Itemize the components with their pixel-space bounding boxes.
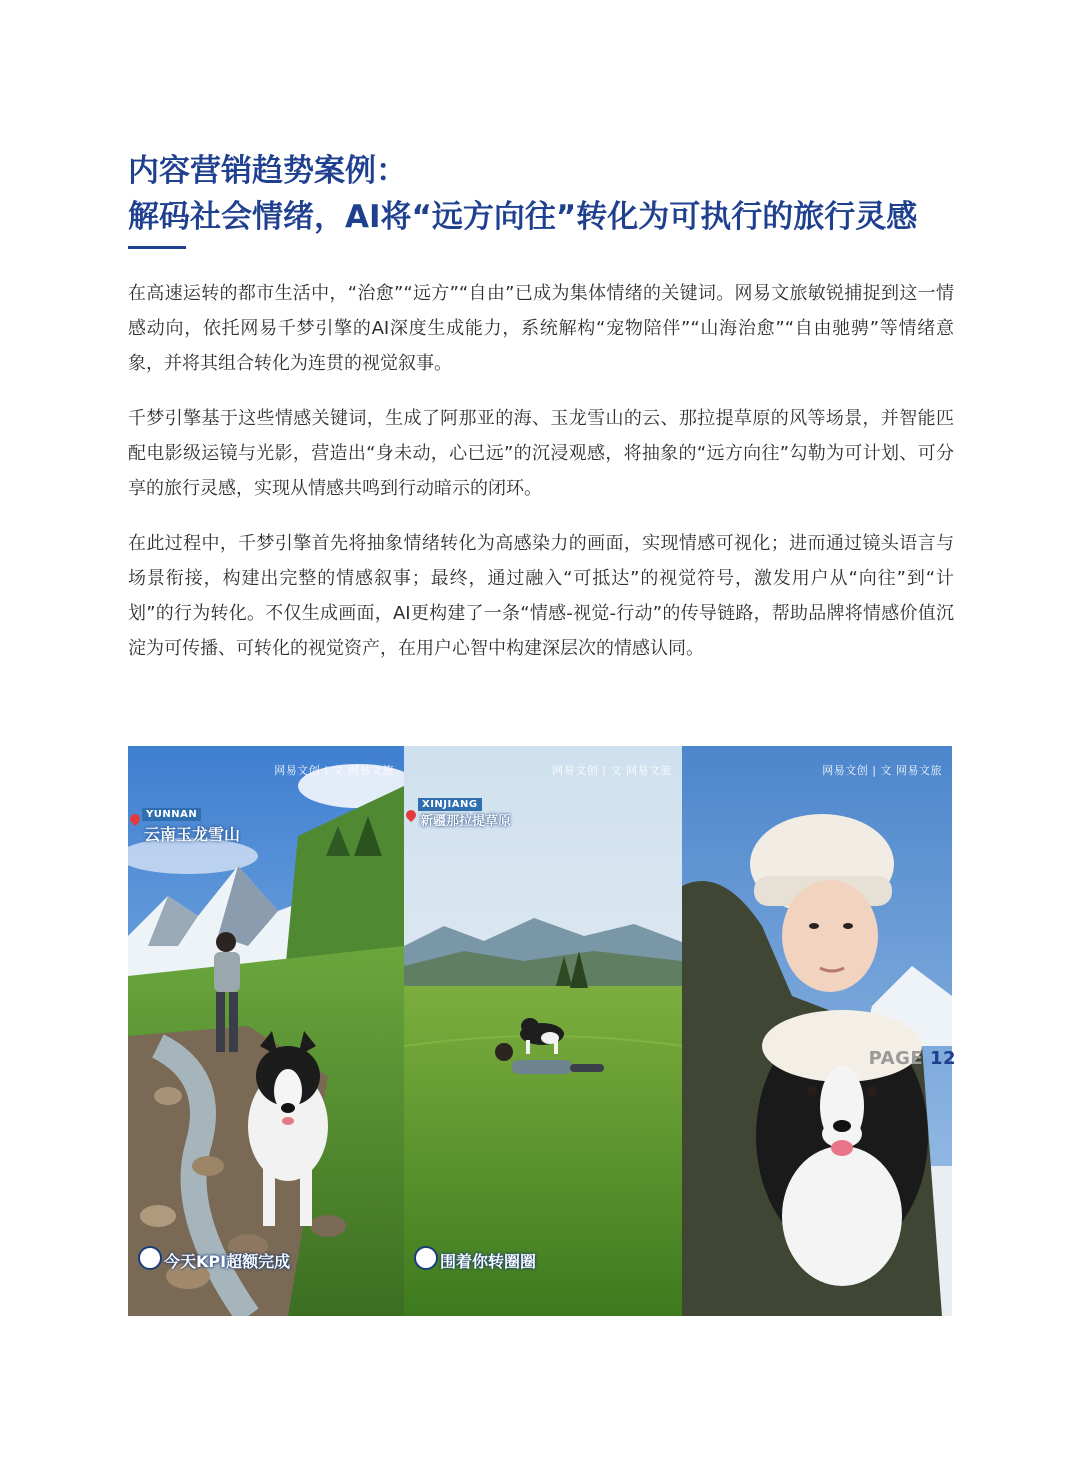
photo-watermark: 网易文创 | 文 网易文旅 <box>822 764 942 777</box>
title-line-2: 解码社会情绪，AI将“远方向往”转化为可执行的旅行灵感 <box>128 199 918 235</box>
photo-xinjiang <box>404 746 682 1316</box>
region-tag: XINJIANG <box>418 798 482 811</box>
body-text <box>128 276 954 686</box>
page-number-value: 12 <box>929 1048 956 1069</box>
place-name: 云南玉龙雪山 <box>144 825 241 844</box>
region-tag: YUNNAN <box>142 808 201 821</box>
page-title <box>128 148 968 240</box>
page-number <box>820 1048 956 1069</box>
photo-caption: 围着你转圈圈 <box>440 1252 537 1271</box>
page-label: PAGE <box>868 1048 924 1069</box>
photo-strip <box>128 746 952 1316</box>
dog-sticker-icon <box>414 1246 438 1270</box>
photo-watermark: 网易文创 | 文 网易文旅 <box>552 764 672 777</box>
title-underline <box>128 246 186 249</box>
photo-yunnan <box>128 746 404 1316</box>
place-name: 新疆那拉提草原 <box>420 814 512 829</box>
dog-sticker-icon <box>138 1246 162 1270</box>
paragraph-3: 在此过程中，千梦引擎首先将抽象情绪转化为高感染力的画面，实现情感可视化；进而通过镜头语言与场景衔接，构建出完整的情感叙事；最终，通过融入“可抵达”的视觉符号，激发用户从“向往”到“计划”的行为转化。不仅生成画面，AI更构建了一条“情感-视觉-行动”的传导链路，帮助品牌将情感价值沉淀为可传播、可转化的视觉资产，在用户心智中构建深层次的情感认同。 <box>128 533 954 659</box>
paragraph-2: 千梦引擎基于这些情感关键词，生成了阿那亚的海、玉龙雪山的云、那拉提草原的风等场景，并智能匹配电影级运镜与光影，营造出“身未动，心已远”的沉浸观感，将抽象的“远方向往”勾勒为可计划、可分享的旅行灵感，实现从情感共鸣到行动暗示的闭环。 <box>128 408 954 499</box>
photo-snow-portrait <box>682 746 952 1316</box>
paragraph-1: 在高速运转的都市生活中，“治愈”“远方”“自由”已成为集体情绪的关键词。网易文旅敏锐捕捉到这一情感动向，依托网易千梦引擎的AI深度生成能力，系统解构“宠物陪伴”“山海治愈”“自由驰骋”等情绪意象，并将其组合转化为连贯的视觉叙事。 <box>128 283 954 374</box>
title-line-1: 内容营销趋势案例： <box>128 153 407 189</box>
photo-watermark: 网易文创 | 文 网易文旅 <box>274 764 394 777</box>
photo-caption: 今天KPI超额完成 <box>164 1252 291 1271</box>
